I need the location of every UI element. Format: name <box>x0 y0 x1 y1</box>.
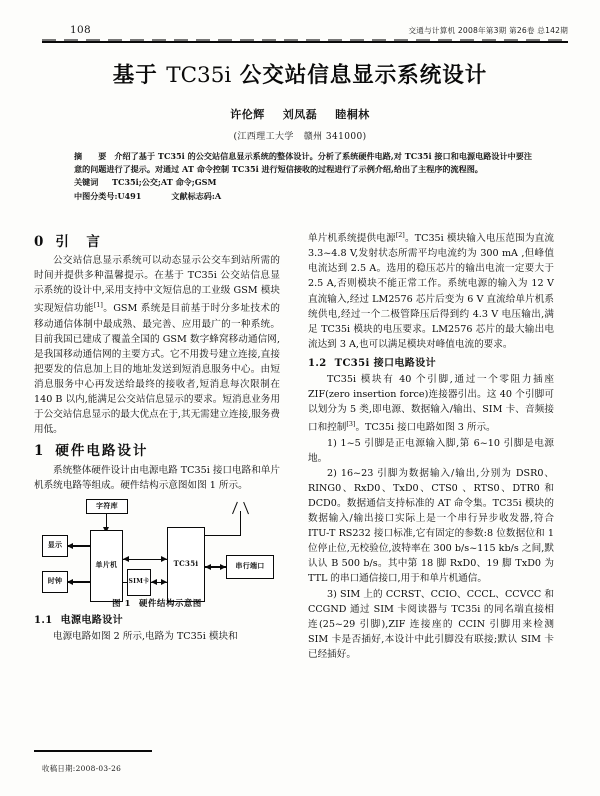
affiliation-city: 赣州 341000) <box>303 132 367 142</box>
section-title-1: 硬件电路设计 <box>55 443 149 460</box>
section-heading-hardware <box>34 444 280 459</box>
footnote-date: 2008-03-26 <box>75 764 122 773</box>
affiliation-institute: (江西理工大学 <box>233 132 294 142</box>
keywords-label: 关键词 <box>74 177 99 188</box>
subsection-title-11: 电源电路设计 <box>60 614 124 626</box>
figure-arrow-sim-left <box>151 579 157 585</box>
intro-paragraph <box>34 253 280 437</box>
figure-caption-number: 图 1 <box>112 597 132 608</box>
figure-label-tc35i: TC35i <box>173 558 199 568</box>
figure-line-mcu-sim <box>123 582 127 583</box>
power-continued-paragraph <box>308 228 554 352</box>
header-rule <box>42 41 568 43</box>
section-number-0: 0 <box>34 234 44 250</box>
interface-paragraph-3: 2) 16~23 引脚为数据输入/输出,分别为 DSR0、RING0、RxD0、TxD0、CTS0 、RTS0、DTR0 和 DCD0。数据通信支持标准的 AT 命令集。TC35i 模块的数据输入/输出接口实际上是一个串行异步收发器,符合 ITU-T RS232 接口标准,它有固定的参数:8 位数据位和 1 位停止位,无校验位,波特率在 300 b/s~115 kb/s 之间,默认认 B 500 b/s。其中第 18 脚 RxD0、19 脚 TxD0 为 TTL 的串口通信接口,用于和单片机通信。 <box>308 467 554 585</box>
interface-ref: [3] <box>346 420 356 429</box>
abstract-label: 摘 要 <box>74 151 111 161</box>
figure-block-tc35i <box>167 527 205 602</box>
power-cont-text-b: 。TC35i 模块输入电压范围为直流 3.3~4.8 V,发射状态所需平均电流约为 300 mA ,但峰值电流达到 2.5 A。选用的稳压芯片的输出电流一定要大于 2.5 A,否则模块不能正常工作。系统电源的输入为 12 V 直流输入,经过 LM2576 芯片后变为 6 V 直流给单片机系统供电,经过一个二极管降压后得到约 4.3 V 电压输出,满足 TC35i 模块的电压要求。LM2576 芯片的最大输出电流达到 3 A,也可以满足模块对峰值电流的要求。 <box>308 233 554 350</box>
author-2: 刘凤磊 <box>282 108 318 121</box>
classification-row <box>74 190 532 203</box>
figure-label-charlib: 字符库 <box>96 500 118 510</box>
figure-caption <box>34 596 280 611</box>
figure-line-antenna-mast <box>240 511 241 536</box>
column-left <box>34 228 280 644</box>
footnote-label: 收稿日期: <box>42 764 76 773</box>
figure-label-display: 显示 <box>47 540 63 550</box>
abstract-row <box>74 150 532 175</box>
figure-label-serial: 串行端口 <box>235 561 265 571</box>
figure-caption-text: 硬件结构示意图 <box>139 597 202 608</box>
section-title-0: 引 言 <box>55 234 102 250</box>
subsection-heading-interface <box>308 356 554 371</box>
author-1: 许伦辉 <box>230 108 265 121</box>
affiliation <box>0 129 600 142</box>
figure-block-display <box>42 535 68 557</box>
interface-paragraph-4: 3) SIM 上的 CCRST、CCIO、CCCL、CCVCC 和 CCGND 通过 SIM 卡阅读器与 TC35i 的同名端直接相连(25~29 引脚),ZIF 连接座的 CCIN 引脚用来检测 SIM 卡是否插好,本设计中此引脚没有联接;默认 SIM 卡已经插好。 <box>308 588 554 660</box>
figure-block-clock <box>42 571 68 593</box>
figure-block-sim <box>127 569 151 596</box>
document-code: 文献标志码:A <box>171 190 222 201</box>
interface-paragraph-1 <box>308 372 554 436</box>
section-heading-intro <box>34 235 280 250</box>
power-cont-ref: [2] <box>395 231 405 239</box>
clc-number: 中图分类号:U491 <box>74 190 142 201</box>
section-number-1: 1 <box>34 443 44 460</box>
keywords-row <box>74 176 532 189</box>
power-cont-text-a: 单片机系统提供电源 <box>308 233 396 245</box>
figure-label-sim: SIM卡 <box>128 577 150 585</box>
figure-line-antenna-feed <box>205 535 241 536</box>
hardware-paragraph: 系统整体硬件设计由电源电路 TC35i 接口电路和单片机系统电路等组成。硬件结构示意图如图 1 所示。 <box>34 464 280 491</box>
intro-text-b: 。GSM 系统是目前基于时分多址技术的移动通信体制中最成熟、最完善、应用最广的一种系统。目前我国已建成了覆盖全国的 GSM 数字蜂窝移动通信网,是我国移动通信网的主要方式。它不用拨号建立连接,直接把要发的信息加上目的地址发送到短消息服务中心。由短消息服务中心再发送给最终的接收者,短消息每次限制在 140 B 以内,能满足公交站信息显示的要求。短消息业务用于公交站信息显示的最大优点在于,其无需建立连接,服务费用低。 <box>34 303 281 436</box>
subsection-number-11: 1.1 <box>34 614 53 626</box>
abstract-text: 介绍了基于 TC35i 的公交站信息显示系统的整体设计。分析了系统硬件电路,对 TC35i 接口和电源电路设计中要注意的问题进行了提示。对通过 AT 命令控制 TC35i 进行短信接收的过程进行了示例介绍,给出了主程序的流程图。 <box>74 151 532 174</box>
subsection-heading-power <box>34 613 280 628</box>
figure-arrow-tc35i-in <box>161 556 167 562</box>
antenna-icon <box>232 501 250 513</box>
figure-label-mcu: 单片机 <box>95 560 118 570</box>
subsection-title-12: TC35i 接口电路设计 <box>334 357 437 369</box>
title-prefix: 基于 <box>112 63 167 88</box>
footnote-rule <box>34 750 152 752</box>
intro-text-a: 公交站信息显示系统可以动态显示公交车到站所需的时间并提供多种温馨提示。在基于 TC35i 公交站信息显示系统的设计中,采用支持中文短信息的工业级 GSM 模块实现短信功能 <box>34 255 280 315</box>
author-3: 睦桐林 <box>335 108 370 121</box>
interface-paragraph-2: 1) 1~5 引脚是正电源输入脚,第 6~10 引脚是电源地。 <box>308 437 554 464</box>
article-title <box>0 58 600 89</box>
journal-info: 交通与计算机 2008年第3期 第26卷 总142期 <box>408 26 568 35</box>
abstract-block <box>74 150 532 202</box>
figure-arrow-serial-in <box>220 564 226 570</box>
figure-arrow-tc35i-back <box>205 564 211 570</box>
footnote <box>42 763 121 774</box>
figure-arrow-mcu-display <box>67 543 73 549</box>
figure-label-clock: 时钟 <box>47 576 63 586</box>
figure-arrow-mcu-clock <box>67 579 73 585</box>
figure-arrow-mcu-in <box>123 556 129 562</box>
figure-block-charlib <box>86 499 128 514</box>
subsection-number-12: 1.2 <box>308 357 327 369</box>
interface-text-a: TC35i 模块有 40 个引脚,通过一个零阻力插座 ZIF(zero insertion force)连接器引出。这 40 个引脚可以划分为 5 类,即电源、数据输入/输出、SIM 卡、音频接口和控制 <box>308 374 554 434</box>
keywords-text: TC35i;公交;AT 命令;GSM <box>111 177 217 188</box>
figure-block-serial <box>226 555 274 579</box>
title-latin: TC35i <box>166 63 232 88</box>
interface-text-b: 。TC35i 接口电路如图 3 所示。 <box>355 422 496 434</box>
author-list <box>0 106 600 122</box>
title-suffix: 公交站信息显示系统设计 <box>231 63 488 88</box>
power-paragraph: 电源电路如图 2 所示,电路为 TC35i 模块和 <box>53 630 238 642</box>
figure-1 <box>34 497 280 609</box>
figure-block-mcu <box>90 530 123 602</box>
page-folio: 108 <box>70 24 91 36</box>
column-right <box>308 228 554 662</box>
intro-ref-1: [1] <box>93 301 103 310</box>
